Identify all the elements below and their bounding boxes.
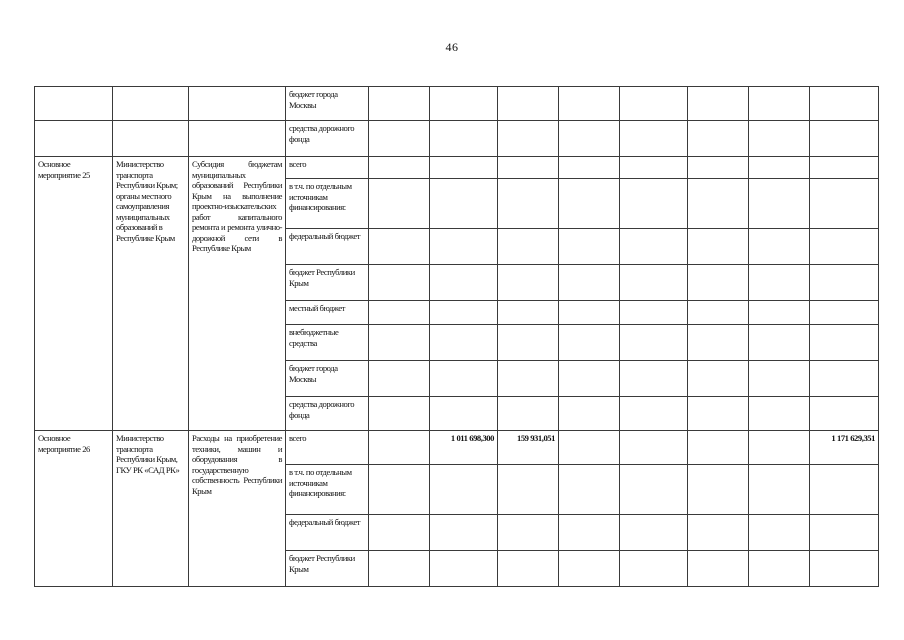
value-cell (688, 397, 749, 431)
value-cell (620, 87, 688, 121)
value-cell (620, 431, 688, 465)
value-cell (559, 157, 620, 179)
value-cell (369, 325, 430, 361)
financing-table (34, 86, 879, 587)
value-cell: 1 171 629,351 (810, 431, 879, 465)
executor-cell: Министерство транспорта Республики Крым, ГКУ РК «САД РК» (113, 431, 189, 587)
value-cell (749, 431, 810, 465)
value-cell (688, 431, 749, 465)
value-cell (559, 301, 620, 325)
value-cell (430, 551, 498, 587)
value-cell (810, 465, 879, 515)
table-body (35, 87, 879, 587)
funding-source-cell: федеральный бюджет (286, 515, 369, 551)
value-cell (369, 397, 430, 431)
value-cell (749, 515, 810, 551)
funding-source-cell: в т.ч. по отдельным источникам финансирования: (286, 465, 369, 515)
value-cell (620, 397, 688, 431)
funding-source-cell: бюджет города Москвы (286, 87, 369, 121)
empty-cell (113, 87, 189, 121)
value-cell (559, 465, 620, 515)
value-cell (498, 551, 559, 587)
value-cell (810, 229, 879, 265)
funding-source-cell: средства дорожного фонда (286, 397, 369, 431)
funding-source-cell: бюджет города Москвы (286, 361, 369, 397)
empty-cell (113, 121, 189, 157)
funding-source-cell: в т.ч. по отдельным источникам финансирования: (286, 179, 369, 229)
table-row (35, 87, 879, 121)
value-cell (749, 465, 810, 515)
value-cell (559, 515, 620, 551)
value-cell (430, 87, 498, 121)
value-cell (688, 157, 749, 179)
value-cell (810, 325, 879, 361)
value-cell (620, 515, 688, 551)
value-cell (620, 325, 688, 361)
table-row (35, 431, 879, 465)
funding-source-cell: местный бюджет (286, 301, 369, 325)
value-cell (810, 551, 879, 587)
value-cell (688, 87, 749, 121)
value-cell (498, 87, 559, 121)
value-cell (369, 431, 430, 465)
value-cell (810, 301, 879, 325)
table-row (35, 121, 879, 157)
funding-source-cell: внебюджетные средства (286, 325, 369, 361)
value-cell (620, 465, 688, 515)
value-cell (498, 325, 559, 361)
page-number: 46 (445, 40, 459, 54)
value-cell (369, 465, 430, 515)
value-cell (430, 361, 498, 397)
value-cell (369, 179, 430, 229)
value-cell (749, 361, 810, 397)
value-cell (688, 361, 749, 397)
value-cell: 1 011 698,300 (430, 431, 498, 465)
value-cell (810, 265, 879, 301)
value-cell (749, 87, 810, 121)
funding-source-cell: всего (286, 431, 369, 465)
description-cell: Субсидия бюджетам муниципальных образований Республики Крым на выполнение проектно-изыскательских работ капитального ремонта и ремонта улично-дорожной сети в Республике Крым (189, 157, 286, 431)
value-cell (688, 515, 749, 551)
value-cell (559, 87, 620, 121)
value-cell (749, 551, 810, 587)
value-cell: 159 931,051 (498, 431, 559, 465)
empty-cell (189, 87, 286, 121)
funding-source-cell: федеральный бюджет (286, 229, 369, 265)
value-cell (559, 431, 620, 465)
value-cell (688, 265, 749, 301)
value-cell (810, 121, 879, 157)
value-cell (369, 265, 430, 301)
description-cell: Расходы на приобретение техники, машин и оборудования в государственную собственность Республики Крым (189, 431, 286, 587)
value-cell (620, 301, 688, 325)
empty-cell (189, 121, 286, 157)
value-cell (620, 361, 688, 397)
value-cell (620, 121, 688, 157)
value-cell (498, 515, 559, 551)
executor-cell: Министерство транспорта Республики Крым; органы местного самоуправления муниципальных образований в Республике Крым (113, 157, 189, 431)
value-cell (498, 397, 559, 431)
funding-source-cell: бюджет Республики Крым (286, 551, 369, 587)
value-cell (688, 179, 749, 229)
value-cell (498, 229, 559, 265)
value-cell (810, 361, 879, 397)
value-cell (498, 157, 559, 179)
event-name-cell: Основное мероприятие 26 (35, 431, 113, 587)
value-cell (749, 301, 810, 325)
value-cell (559, 229, 620, 265)
value-cell (430, 397, 498, 431)
value-cell (620, 179, 688, 229)
value-cell (369, 301, 430, 325)
value-cell (749, 121, 810, 157)
value-cell (559, 397, 620, 431)
value-cell (498, 179, 559, 229)
value-cell (430, 157, 498, 179)
value-cell (620, 551, 688, 587)
value-cell (430, 121, 498, 157)
value-cell (559, 121, 620, 157)
value-cell (620, 229, 688, 265)
table-row (35, 157, 879, 179)
funding-source-cell: всего (286, 157, 369, 179)
value-cell (688, 551, 749, 587)
value-cell (430, 229, 498, 265)
value-cell (559, 551, 620, 587)
value-cell (810, 157, 879, 179)
funding-source-cell: бюджет Республики Крым (286, 265, 369, 301)
value-cell (810, 179, 879, 229)
value-cell (749, 397, 810, 431)
value-cell (559, 361, 620, 397)
value-cell (369, 229, 430, 265)
value-cell (498, 121, 559, 157)
value-cell (688, 301, 749, 325)
value-cell (688, 465, 749, 515)
value-cell (498, 465, 559, 515)
value-cell (430, 325, 498, 361)
value-cell (369, 157, 430, 179)
empty-cell (35, 87, 113, 121)
value-cell (430, 265, 498, 301)
value-cell (559, 265, 620, 301)
value-cell (430, 515, 498, 551)
value-cell (369, 87, 430, 121)
value-cell (430, 465, 498, 515)
value-cell (369, 361, 430, 397)
value-cell (620, 157, 688, 179)
value-cell (559, 325, 620, 361)
value-cell (810, 87, 879, 121)
value-cell (749, 229, 810, 265)
value-cell (369, 515, 430, 551)
value-cell (369, 551, 430, 587)
value-cell (688, 229, 749, 265)
value-cell (369, 121, 430, 157)
value-cell (749, 179, 810, 229)
value-cell (498, 361, 559, 397)
funding-source-cell: средства дорожного фонда (286, 121, 369, 157)
value-cell (688, 325, 749, 361)
value-cell (498, 265, 559, 301)
value-cell (810, 397, 879, 431)
event-name-cell: Основное мероприятие 25 (35, 157, 113, 431)
value-cell (810, 515, 879, 551)
value-cell (430, 301, 498, 325)
value-cell (498, 301, 559, 325)
value-cell (749, 157, 810, 179)
value-cell (749, 325, 810, 361)
value-cell (559, 179, 620, 229)
value-cell (430, 179, 498, 229)
value-cell (688, 121, 749, 157)
value-cell (749, 265, 810, 301)
value-cell (620, 265, 688, 301)
empty-cell (35, 121, 113, 157)
